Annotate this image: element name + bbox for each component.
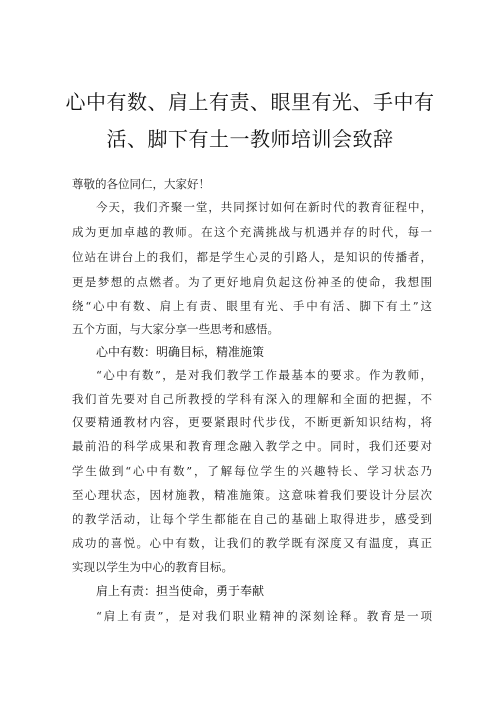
section1-line-3: 仅要精通教材内容，更要紧跟时代步伐，不断更新知识结构，将 [72, 415, 432, 429]
salutation: 尊敬的各位同仁，大家好！ [72, 177, 210, 191]
intro-line-6: 五个方面，与大家分享一些思考和感悟。 [72, 322, 279, 336]
document-title-line-2: 活、脚下有土一教师培训会致辞 [106, 127, 394, 151]
intro-line-2: 成为更加卓越的教师。在这个充满挑战与机遇并存的时代，每一 [72, 225, 432, 239]
section1-line-8: 成功的喜悦。心中有数，让我们的教学既有深度又有温度，真正 [72, 536, 432, 550]
section1-line-2: 我们首先要对自己所教授的学科有深入的理解和全面的把握，不 [72, 392, 432, 406]
intro-line-1: 今天，我们齐聚一堂，共同探讨如何在新时代的教育征程中， [96, 200, 432, 214]
intro-line-3: 位站在讲台上的我们，都是学生心灵的引路人，是知识的传播者， [72, 250, 432, 264]
section-heading-1: 心中有数：明确目标，精准施策 [96, 345, 265, 359]
section2-line-1: “肩上有责”，是对我们职业精神的深刻诠释。教育是一项 [96, 609, 432, 623]
document-title-line-1: 心中有数、肩上有责、眼里有光、手中有 [65, 90, 435, 114]
intro-line-5: 绕“心中有数、肩上有责、眼里有光、手中有活、脚下有土”这 [72, 299, 432, 313]
section1-line-6: 至心理状态，因材施教，精准施策。这意味着我们要设计分层次 [72, 488, 432, 502]
section1-line-5: 学生做到“心中有数”，了解每位学生的兴趣特长、学习状态乃 [72, 464, 432, 478]
intro-line-4: 更是梦想的点燃者。为了更好地肩负起这份神圣的使命，我想围 [72, 275, 432, 289]
section1-line-7: 的教学活动，让每个学生都能在自己的基础上取得进步，感受到 [72, 512, 432, 526]
section1-line-1: “心中有数”，是对我们教学工作最基本的要求。作为教师， [96, 368, 432, 382]
section-heading-2: 肩上有责：担当使命，勇于奉献 [96, 584, 265, 598]
section1-line-9: 实现以学生为中心的教育目标。 [72, 560, 233, 574]
section1-line-4: 最前沿的科学成果和教育理念融入教学之中。同时，我们还要对 [72, 439, 432, 453]
